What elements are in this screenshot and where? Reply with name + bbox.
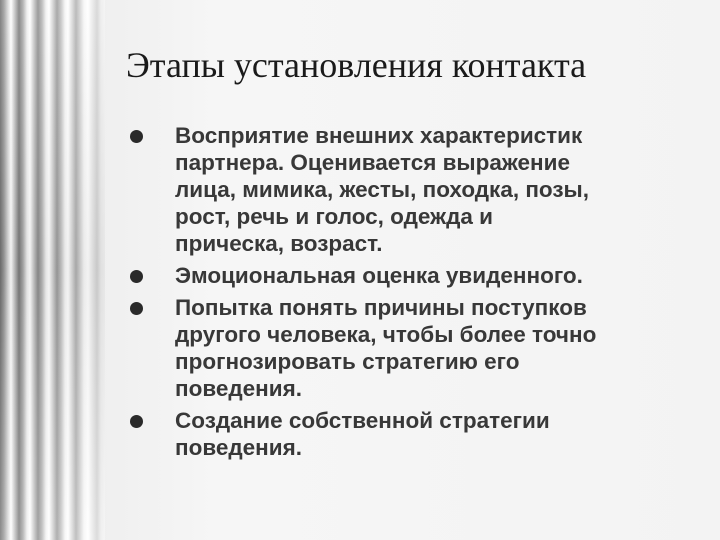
bullet-dot-icon bbox=[130, 302, 143, 315]
bullet-line: Попытка понять причины поступков bbox=[175, 295, 587, 320]
bullet-item-understanding-motives bbox=[130, 294, 700, 402]
bullet-dot-icon bbox=[130, 415, 143, 428]
bullet-line: прогнозировать стратегию его bbox=[175, 349, 520, 374]
bullet-line: другого человека, чтобы более точно bbox=[175, 322, 597, 347]
slide-title: Этапы установления контакта bbox=[126, 45, 587, 85]
bullet-dot-icon bbox=[130, 130, 143, 143]
bullet-line: Восприятие внешних характеристик bbox=[175, 123, 583, 148]
metallic-column-decoration bbox=[0, 0, 105, 540]
bullet-item-own-strategy bbox=[130, 407, 700, 461]
bullet-item-perception bbox=[130, 122, 700, 257]
bullet-line: прическа, возраст. bbox=[175, 231, 383, 256]
bullet-item-emotional-assessment bbox=[130, 262, 700, 289]
bullet-dot-icon bbox=[130, 270, 143, 283]
bullet-line: поведения. bbox=[175, 435, 302, 460]
bullet-list bbox=[130, 122, 700, 466]
bullet-line: Эмоциональная оценка увиденного. bbox=[175, 263, 583, 288]
bullet-line: поведения. bbox=[175, 376, 302, 401]
bullet-line: Создание собственной стратегии bbox=[175, 408, 550, 433]
bullet-line: рост, речь и голос, одежда и bbox=[175, 204, 493, 229]
bullet-line: партнера. Оценивается выражение bbox=[175, 150, 570, 175]
bullet-line: лица, мимика, жесты, походка, позы, bbox=[175, 177, 590, 202]
